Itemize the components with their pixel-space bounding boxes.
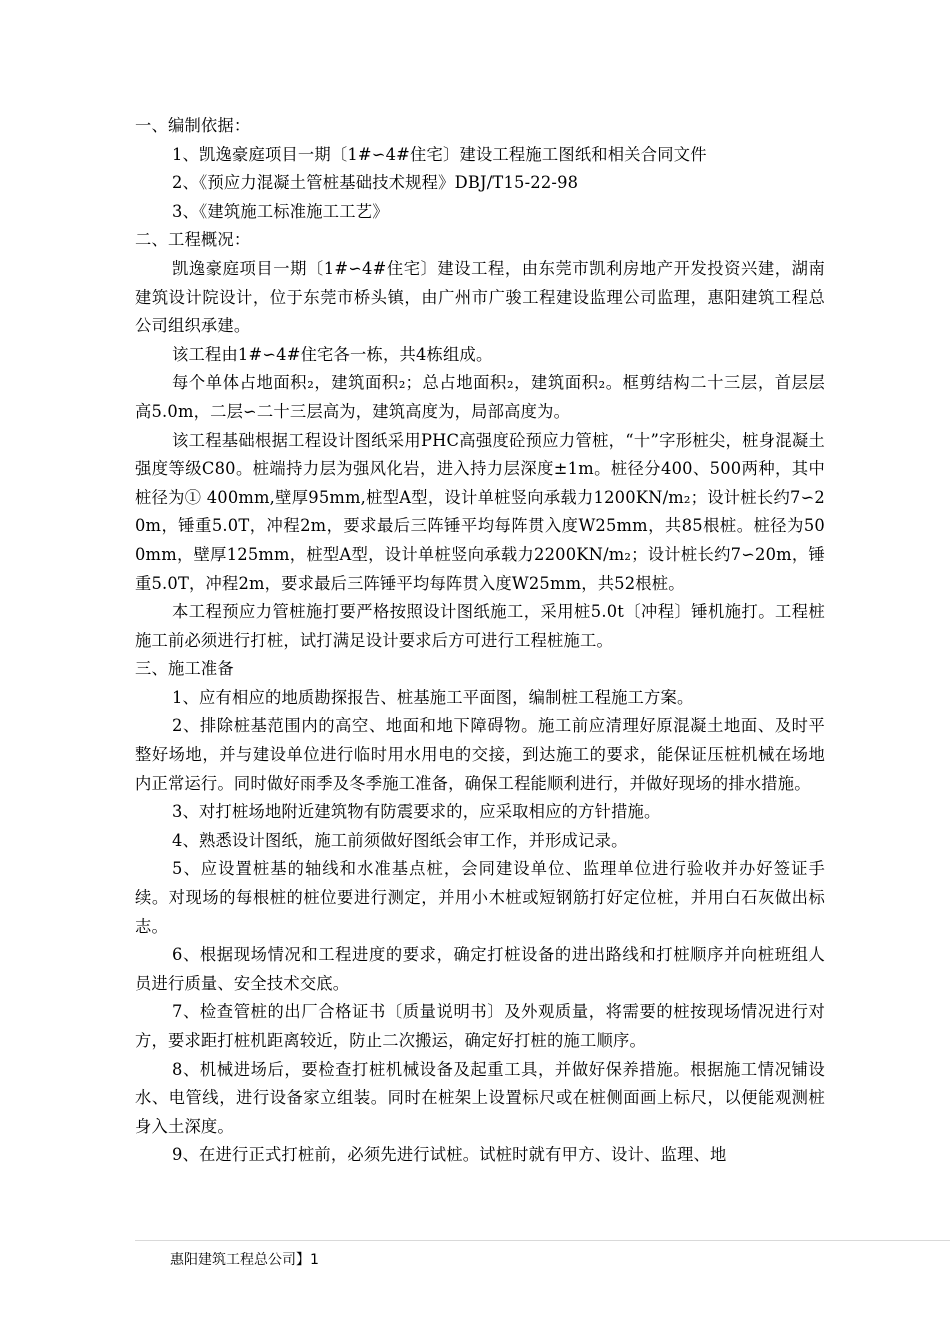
list-item: 2、《预应力混凝土管桩基础技术规程》DBJ/T15-22-98 xyxy=(172,173,579,193)
footer-divider xyxy=(135,1240,950,1241)
list-item: 5、应设置桩基的轴线和水准基点桩，会同建设单位、监理单位进行验收并办好签证手续。对现场的每根桩的桩位要进行测定，并用小木桩或短钢筋打好定位桩，并用白石灰做出标志。 xyxy=(135,859,825,936)
list-item: 7、检查管桩的出厂合格证书〔质量说明书〕及外观质量，将需要的桩按现场情况进行对方，要求距打桩机距离较近，防止二次搬运，确定好打桩的施工顺序。 xyxy=(135,1002,825,1050)
body-paragraph: 本工程预应力管桩施打要严格按照设计图纸施工，采用桩5.0t〔冲程〕锤机施打。工程桩施工前必须进行打桩，试打满足设计要求后方可进行工程桩施工。 xyxy=(135,602,825,650)
list-item: 1、应有相应的地质勘探报告、桩基施工平面图，编制桩工程施工方案。 xyxy=(172,687,694,707)
list-item: 3、对打桩场地附近建筑物有防震要求的，应采取相应的方针措施。 xyxy=(172,802,661,822)
list-item: 8、机械进场后，要检查打桩机械设备及起重工具，并做好保养措施。根据施工情况铺设水、电管线，进行设备家立组装。同时在桩架上设置标尺或在桩侧面画上标尺，以便能观测桩身入土深度。 xyxy=(135,1059,825,1136)
page-footer: 惠阳建筑工程总公司】1 xyxy=(170,1252,319,1268)
list-item: 6、根据现场情况和工程进度的要求，确定打桩设备的进出路线和打桩顺序并向桩班组人员进行质量、安全技术交底。 xyxy=(135,945,825,993)
list-item: 2、排除桩基范围内的高空、地面和地下障碍物。施工前应清理好原混凝土地面、及时平整好场地，并与建设单位进行临时用水用电的交接，到达施工的要求，能保证压桩机械在场地内正常运行。同时做好雨季及冬季施工准备，确保工程能顺利进行，并做好现场的排水措施。 xyxy=(135,716,825,793)
body-paragraph: 每个单体占地面积₂，建筑面积₂；总占地面积₂，建筑面积₂。框剪结构二十三层，首层层高5.0m，二层∽二十三层高为，建筑高度为，局部高度为。 xyxy=(135,373,825,421)
list-item: 1、凯逸豪庭项目一期〔1#∽4#住宅〕建设工程施工图纸和相关合同文件 xyxy=(172,144,707,164)
section-heading: 一、编制依据： xyxy=(135,116,251,135)
body-paragraph: 该工程由1#∽4#住宅各一栋，共4栋组成。 xyxy=(172,344,493,364)
section-heading: 二、工程概况： xyxy=(135,230,251,250)
list-item: 9、在进行正式打桩前，必须先进行试桩。试桩时就有甲方、设计、监理、地 xyxy=(172,1145,727,1165)
body-paragraph: 该工程基础根据工程设计图纸采用PHC高强度砼预应力管桩，“十”字形桩尖，桩身混凝土强度等级C80。桩端持力层为强风化岩，进入持力层深度±1m。桩径分400、500两种，其中桩径为① 400mm,壁厚95mm,桩型A型，设计单桩竖向承载力1200KN/m₂；设计桩长约7∽20m，锤重5.0T，冲程2m，要求最后三阵锤平均每阵贯入度W25mm，共85根桩。桩径为500mm，壁厚125mm，桩型A型，设计单桩竖向承载力2200KN/m₂；设计桩长约7∽20m，锤重5.0T，冲程2m，要求最后三阵锤平均每阵贯入度W25mm，共52根桩。 xyxy=(135,430,825,593)
document-body xyxy=(135,112,825,1170)
list-item: 4、熟悉设计图纸，施工前须做好图纸会审工作，并形成记录。 xyxy=(172,830,628,850)
section-heading: 三、施工准备 xyxy=(135,659,234,679)
body-paragraph: 凯逸豪庭项目一期〔1#∽4#住宅〕建设工程，由东莞市凯利房地产开发投资兴建，湖南建筑设计院设计，位于东莞市桥头镇，由广州市广骏工程建设监理公司监理，惠阳建筑工程总公司组织承建。 xyxy=(135,258,825,336)
list-item: 3、《建筑施工标准施工工艺》 xyxy=(172,201,389,221)
